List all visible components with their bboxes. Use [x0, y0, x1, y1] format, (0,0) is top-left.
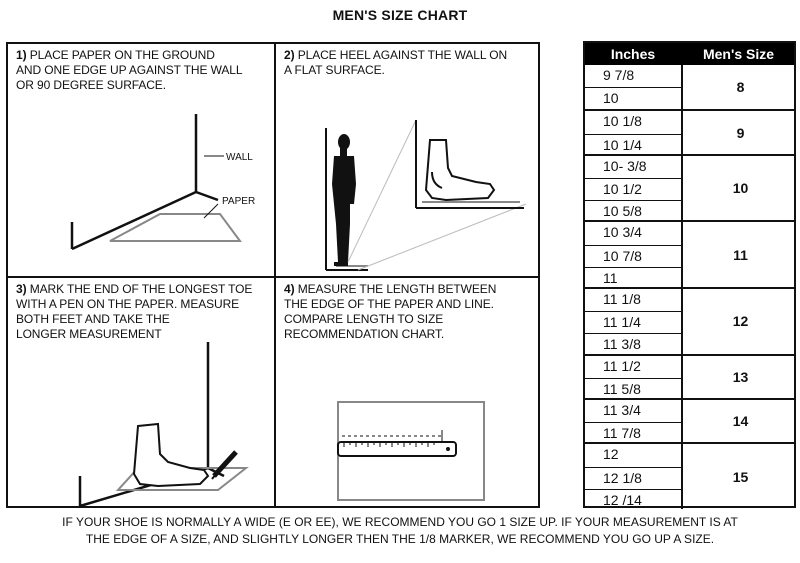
size-cell: 8 — [681, 65, 798, 109]
step-3-text: MARK THE END OF THE LONGEST TOE WITH A PEN ON THE PAPER. MEASURE BOTH FEET AND TAKE THE LONGER MEASUREMENT — [16, 282, 253, 341]
inches-cell: 10 1/8 — [603, 113, 642, 130]
step-2-text: PLACE HEEL AGAINST THE WALL ON A FLAT SURFACE. — [284, 48, 508, 77]
mark-toe-illustration — [8, 278, 274, 510]
inches-cell: 12 — [603, 446, 619, 463]
size-cell: 9 — [681, 111, 798, 153]
inches-cell: 11 1/8 — [603, 291, 641, 307]
inches-column-header: Inches — [610, 46, 656, 62]
inches-cell: 10 — [585, 87, 681, 109]
step-1-number: 1) — [16, 48, 27, 62]
size-cell: 13 — [681, 356, 798, 398]
size-group-row — [585, 398, 794, 442]
inches-cell: 10 1/2 — [585, 178, 681, 200]
size-cell: 11 — [681, 222, 798, 287]
inches-cell: 11 5/8 — [585, 378, 681, 400]
size-cell: 15 — [681, 444, 798, 509]
person-silhouette-icon — [332, 134, 356, 266]
inches-cell: 11 1/4 — [585, 311, 681, 333]
wall-and-paper-illustration — [8, 44, 274, 276]
sizing-footnote: IF YOUR SHOE IS NORMALLY A WIDE (E OR EE), WE RECOMMEND YOU GO 1 SIZE UP. IF YOUR MEASUREMENT IS AT THE EDGE OF A SIZE, AND SLIGHTLY LONGER THEN THE 1/8 MARKER, WE RECOMMEND YOU GO UP A SIZE. — [62, 515, 738, 546]
step-4-text: MEASURE THE LENGTH BETWEEN THE EDGE OF THE PAPER AND LINE. COMPARE LENGTH TO SIZE RECOMMENDATION CHART. — [284, 282, 497, 341]
step-1-panel — [8, 44, 274, 276]
size-cell: 14 — [681, 400, 798, 442]
size-group-row — [585, 442, 794, 509]
instructions-grid — [6, 42, 540, 508]
size-group-row — [585, 287, 794, 354]
ruler-icon — [338, 442, 456, 456]
step-4-panel — [276, 278, 542, 510]
step-1-text: PLACE PAPER ON THE GROUND AND ONE EDGE UP AGAINST THE WALL OR 90 DEGREE SURFACE. — [16, 48, 243, 92]
step-2-panel — [276, 44, 542, 276]
size-cell: 12 — [681, 289, 798, 354]
measure-length-illustration — [276, 278, 542, 510]
inches-cell: 12 /14 — [585, 489, 681, 511]
inches-cell: 11 1/2 — [603, 357, 641, 374]
size-cell: 10 — [681, 156, 798, 221]
wall-label: WALL — [226, 152, 253, 163]
paper-label: PAPER — [222, 196, 256, 207]
size-group-row — [585, 354, 794, 398]
heel-against-wall-illustration — [276, 44, 542, 276]
table-header-row — [585, 43, 794, 65]
size-group-row — [585, 65, 794, 109]
size-group-row — [585, 109, 794, 153]
inches-cell: 9 7/8 — [603, 67, 635, 83]
size-group-row — [585, 154, 794, 221]
inches-cell: 11 — [585, 267, 681, 289]
inches-cell: 10 1/4 — [585, 134, 681, 156]
inches-cell: 12 1/8 — [585, 467, 681, 489]
inches-cell: 11 3/8 — [585, 333, 681, 355]
step-4-number: 4) — [284, 282, 295, 296]
inches-cell: 11 7/8 — [585, 422, 681, 444]
inches-cell: 10 5/8 — [585, 200, 681, 222]
step-2-number: 2) — [284, 48, 295, 62]
mens-size-column-header: Men's Size — [702, 46, 775, 62]
inches-cell: 11 3/4 — [603, 402, 641, 418]
page-title: MEN'S SIZE CHART — [332, 7, 468, 23]
inches-cell: 10 7/8 — [585, 245, 681, 267]
size-group-row — [585, 220, 794, 287]
size-chart-table — [583, 41, 796, 508]
step-3-panel — [8, 278, 274, 510]
step-3-number: 3) — [16, 282, 27, 296]
inches-cell: 10- 3/8 — [603, 157, 647, 174]
inches-cell: 10 3/4 — [603, 224, 642, 241]
